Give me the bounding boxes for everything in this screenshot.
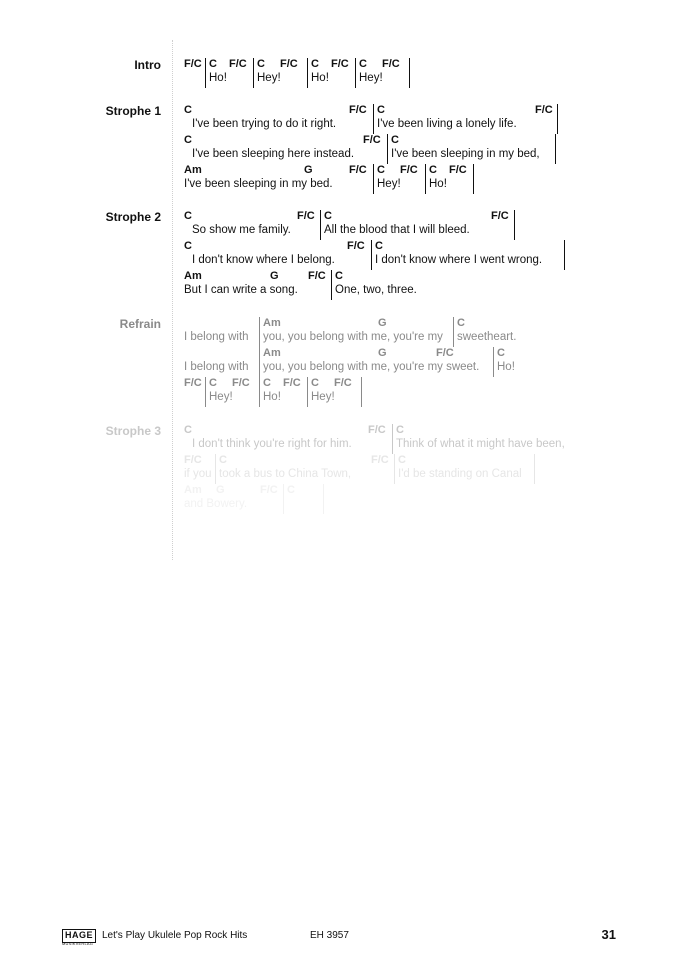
measure xyxy=(308,377,362,407)
lyric-text: I've been sleeping in my bed, xyxy=(391,148,540,160)
chord-symbol: C xyxy=(335,270,343,282)
chord-line xyxy=(184,240,565,270)
chord-symbol: C xyxy=(209,58,217,70)
section-label: Strophe 2 xyxy=(105,210,161,224)
measure xyxy=(454,317,524,347)
lyric-text: I've been living a lonely life. xyxy=(377,118,517,130)
chord-symbol: G xyxy=(304,164,313,176)
chord-symbol: G xyxy=(216,484,225,496)
chord-line xyxy=(184,347,534,377)
measure xyxy=(321,210,515,240)
chord-symbol: Am xyxy=(184,484,202,496)
measure xyxy=(393,424,583,454)
chord-line xyxy=(184,134,556,164)
lyric-text: Hey! xyxy=(257,72,281,84)
chord-line xyxy=(184,454,535,484)
chord-symbol: C xyxy=(287,484,295,496)
lyric-text: I'd be standing on Canal xyxy=(398,468,522,480)
lyric-text: I don't know where I belong. xyxy=(192,254,335,266)
chord-line xyxy=(184,424,583,454)
chord-symbol: F/C xyxy=(232,377,250,389)
lyric-text: if you xyxy=(184,468,212,480)
chord-symbol: F/C xyxy=(382,58,400,70)
chord-symbol: Am xyxy=(184,164,202,176)
lyric-text: Ho! xyxy=(429,178,447,190)
chord-symbol: G xyxy=(378,347,387,359)
measure xyxy=(206,58,254,88)
page-footer xyxy=(62,928,616,944)
chord-line xyxy=(184,164,474,194)
measure xyxy=(184,210,321,240)
chord-symbol: C xyxy=(497,347,505,359)
chord-symbol: C xyxy=(263,377,271,389)
lyric-text: Ho! xyxy=(497,361,515,373)
chord-symbol: F/C xyxy=(400,164,418,176)
measure xyxy=(356,58,410,88)
lyric-text: Ho! xyxy=(209,72,227,84)
measure xyxy=(184,377,206,407)
chord-symbol: C xyxy=(209,377,217,389)
chord-line xyxy=(184,104,558,134)
measure xyxy=(260,377,308,407)
chord-line xyxy=(184,210,515,240)
chord-symbol: F/C xyxy=(368,424,386,436)
chord-symbol: C xyxy=(324,210,332,222)
chord-symbol: Am xyxy=(184,270,202,282)
measure xyxy=(254,58,308,88)
publisher-logo-subtitle: MUSIKVERLAG xyxy=(62,941,94,946)
measure xyxy=(184,134,388,164)
section-label: Strophe 1 xyxy=(105,104,161,118)
chord-symbol: Am xyxy=(263,317,281,329)
chord-symbol: F/C xyxy=(371,454,389,466)
chord-symbol: C xyxy=(311,377,319,389)
chord-symbol: C xyxy=(375,240,383,252)
chord-line xyxy=(184,58,410,88)
measure xyxy=(260,347,494,377)
lyric-text: Hey! xyxy=(359,72,383,84)
chord-symbol: F/C xyxy=(436,347,454,359)
chord-line xyxy=(184,377,362,407)
lyric-text: took a bus to China Town, xyxy=(219,468,352,480)
measure xyxy=(184,484,284,514)
publisher-logo: HAGE xyxy=(62,929,96,943)
lyric-text: Hey! xyxy=(377,178,401,190)
chord-symbol: F/C xyxy=(260,484,278,496)
page-number: 31 xyxy=(601,927,616,942)
measure xyxy=(184,347,260,377)
lyric-text: you, you belong with me, you're my xyxy=(263,331,443,343)
measure xyxy=(184,270,332,300)
chord-symbol: F/C xyxy=(184,58,202,70)
lyric-text: I don't think you're right for him. xyxy=(192,438,352,450)
measure xyxy=(216,454,395,484)
lyric-text: I belong with xyxy=(184,361,249,373)
chord-symbol: C xyxy=(184,424,192,436)
measure xyxy=(374,104,558,134)
chord-symbol: F/C xyxy=(331,58,349,70)
lyric-text: But I can write a song. xyxy=(184,284,298,296)
chord-symbol: C xyxy=(311,58,319,70)
lyric-text: you, you belong with me, you're my sweet. xyxy=(263,361,480,373)
chord-symbol: C xyxy=(377,104,385,116)
chord-symbol: F/C xyxy=(184,377,202,389)
lyric-text: sweetheart. xyxy=(457,331,517,343)
lyric-text: So show me family. xyxy=(192,224,291,236)
lyric-text: I've been trying to do it right. xyxy=(192,118,337,130)
lyric-text: Ho! xyxy=(263,391,281,403)
edition-number: EH 3957 xyxy=(310,930,349,941)
chord-symbol: F/C xyxy=(535,104,553,116)
measure xyxy=(184,454,216,484)
chord-symbol: C xyxy=(257,58,265,70)
chord-symbol: C xyxy=(396,424,404,436)
chord-symbol: G xyxy=(270,270,279,282)
lyric-text: Ho! xyxy=(311,72,329,84)
measure xyxy=(395,454,535,484)
chord-symbol: F/C xyxy=(363,134,381,146)
chord-line xyxy=(184,317,524,347)
chord-symbol: F/C xyxy=(308,270,326,282)
chord-symbol: C xyxy=(391,134,399,146)
lyric-text: and Bowery. xyxy=(184,498,248,510)
chord-symbol: C xyxy=(184,134,192,146)
chord-symbol: F/C xyxy=(334,377,352,389)
chord-symbol: C xyxy=(457,317,465,329)
measure xyxy=(184,240,372,270)
measure xyxy=(426,164,474,194)
section-label: Intro xyxy=(134,58,161,72)
chord-symbol: C xyxy=(184,240,192,252)
chord-symbol: F/C xyxy=(229,58,247,70)
lyric-text: All the blood that I will bleed. xyxy=(324,224,470,236)
lyric-text: I've been sleeping here instead. xyxy=(192,148,355,160)
chord-symbol: F/C xyxy=(349,164,367,176)
chord-symbol: F/C xyxy=(449,164,467,176)
lyric-text: Hey! xyxy=(209,391,233,403)
measure xyxy=(206,377,260,407)
lyric-text: I've been sleeping in my bed. xyxy=(184,178,333,190)
chord-symbol: G xyxy=(378,317,387,329)
chord-symbol: F/C xyxy=(347,240,365,252)
measure xyxy=(374,164,426,194)
margin-guide-line xyxy=(172,40,173,560)
measure xyxy=(284,484,324,514)
measure xyxy=(308,58,356,88)
chord-symbol: C xyxy=(184,104,192,116)
book-title: Let's Play Ukulele Pop Rock Hits xyxy=(102,930,248,941)
chord-symbol: F/C xyxy=(297,210,315,222)
section-label: Refrain xyxy=(119,317,161,331)
chord-symbol: C xyxy=(184,210,192,222)
chord-symbol: C xyxy=(359,58,367,70)
measure xyxy=(184,104,374,134)
lyric-text: I don't know where I went wrong. xyxy=(375,254,543,266)
chord-symbol: F/C xyxy=(184,454,202,466)
measure xyxy=(184,58,206,88)
measure xyxy=(372,240,565,270)
chord-symbol: F/C xyxy=(349,104,367,116)
measure xyxy=(184,164,374,194)
measure xyxy=(184,317,260,347)
measure xyxy=(388,134,556,164)
lyric-text: I belong with xyxy=(184,331,249,343)
section-label: Strophe 3 xyxy=(105,424,161,438)
lyric-text: Think of what it might have been, xyxy=(396,438,565,450)
lyric-text: One, two, three. xyxy=(335,284,417,296)
chord-symbol: C xyxy=(398,454,406,466)
lyric-text: Hey! xyxy=(311,391,335,403)
chord-symbol: Am xyxy=(263,347,281,359)
chord-symbol: F/C xyxy=(491,210,509,222)
chord-symbol: F/C xyxy=(280,58,298,70)
measure xyxy=(332,270,422,300)
chord-symbol: C xyxy=(429,164,437,176)
chord-symbol: F/C xyxy=(283,377,301,389)
chord-symbol: C xyxy=(377,164,385,176)
measure xyxy=(494,347,534,377)
chord-line xyxy=(184,270,422,300)
measure xyxy=(184,424,393,454)
chord-line xyxy=(184,484,324,514)
measure xyxy=(260,317,454,347)
chord-symbol: C xyxy=(219,454,227,466)
